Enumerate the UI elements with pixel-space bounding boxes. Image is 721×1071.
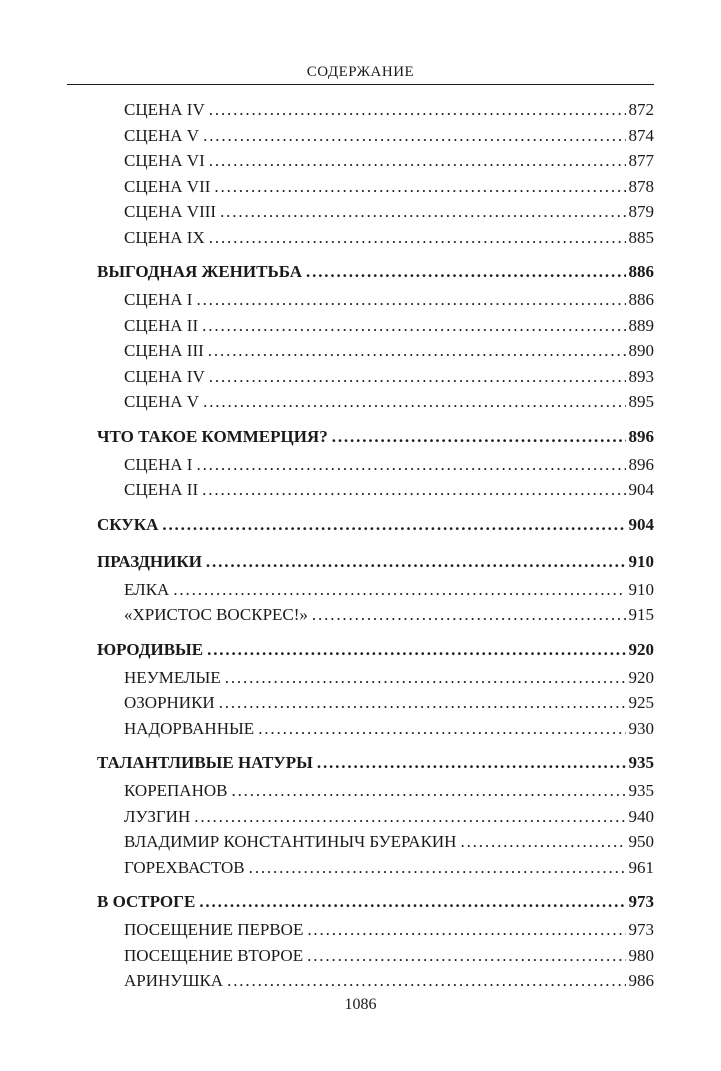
table-of-contents xyxy=(97,97,654,994)
dot-leader xyxy=(231,778,625,804)
toc-entry-page: 935 xyxy=(628,781,654,800)
toc-entry-title: СЦЕНА VII xyxy=(124,176,211,196)
toc-section-entry[interactable] xyxy=(97,546,654,577)
toc-entry-title: ЛУЗГИН xyxy=(124,806,191,826)
toc-entry-title: ВЛАДИМИР КОНСТАНТИНЫЧ БУЕРАКИН xyxy=(124,832,457,851)
toc-subsection-entry[interactable] xyxy=(97,287,654,313)
toc-entry-title: СКУКА xyxy=(97,514,159,534)
toc-entry-title: ЕЛКА xyxy=(124,579,170,599)
toc-entry-page: 973 xyxy=(628,892,654,911)
dot-leader xyxy=(258,716,625,742)
toc-subsection-entry[interactable] xyxy=(97,338,654,364)
toc-entry-title: СЦЕНА VIII xyxy=(124,202,217,221)
toc-entry-title: СЦЕНА I xyxy=(124,454,193,474)
toc-subsection-entry[interactable] xyxy=(97,602,654,628)
dot-leader xyxy=(227,968,625,994)
toc-entry-page: 935 xyxy=(628,753,654,772)
toc-entry-page: 872 xyxy=(628,100,654,119)
dot-leader xyxy=(208,338,626,364)
page-number: 1086 xyxy=(344,996,377,1013)
toc-entry-page: 961 xyxy=(628,857,654,877)
toc-entry-title: КОРЕПАНОВ xyxy=(124,781,228,800)
toc-subsection-entry[interactable] xyxy=(97,225,654,251)
dot-leader xyxy=(219,690,626,716)
toc-entry-title: ЮРОДИВЫЕ xyxy=(97,639,204,659)
toc-entry-page: 920 xyxy=(628,639,654,659)
toc-section-entry[interactable] xyxy=(97,747,654,778)
dot-leader xyxy=(209,364,626,390)
header-rule xyxy=(67,84,654,85)
dot-leader xyxy=(307,943,625,969)
dot-leader xyxy=(306,256,626,287)
toc-entry-title: СЦЕНА II xyxy=(124,480,199,499)
toc-entry-title: ПОСЕЩЕНИЕ ВТОРОЕ xyxy=(124,945,304,965)
toc-section-entry[interactable] xyxy=(97,634,654,665)
toc-subsection-entry[interactable] xyxy=(97,778,654,804)
toc-entry-page: 886 xyxy=(628,262,654,281)
toc-section-entry[interactable] xyxy=(97,509,654,540)
dot-leader xyxy=(196,287,625,313)
running-head: СОДЕРЖАНИЕ xyxy=(306,64,415,80)
toc-subsection-entry[interactable] xyxy=(97,943,654,969)
toc-subsection-entry[interactable] xyxy=(97,690,654,716)
toc-entry-title: ВЫГОДНАЯ ЖЕНИТЬБА xyxy=(97,262,302,281)
toc-section-entry[interactable] xyxy=(97,256,654,287)
toc-subsection-entry[interactable] xyxy=(97,716,654,742)
toc-entry-page: 896 xyxy=(628,454,654,474)
toc-entry-page: 879 xyxy=(628,202,654,221)
dot-leader xyxy=(209,97,626,123)
toc-entry-page: 890 xyxy=(628,341,654,360)
toc-subsection-entry[interactable] xyxy=(97,199,654,225)
toc-entry-page: 920 xyxy=(628,667,654,687)
toc-subsection-entry[interactable] xyxy=(97,389,654,415)
toc-entry-page: 973 xyxy=(628,920,654,939)
toc-entry-page: 893 xyxy=(628,366,654,386)
dot-leader xyxy=(312,602,626,628)
toc-subsection-entry[interactable] xyxy=(97,452,654,478)
toc-section-entry[interactable] xyxy=(97,421,654,452)
dot-leader xyxy=(203,123,625,149)
toc-subsection-entry[interactable] xyxy=(97,968,654,994)
toc-subsection-entry[interactable] xyxy=(97,123,654,149)
dot-leader xyxy=(162,509,625,540)
toc-entry-title: ЧТО ТАКОЕ КОММЕРЦИЯ? xyxy=(97,426,328,446)
toc-entry-title: «ХРИСТОС ВОСКРЕС!» xyxy=(124,605,308,624)
toc-entry-page: 904 xyxy=(628,480,654,499)
toc-entry-page: 896 xyxy=(628,426,654,446)
dot-leader xyxy=(249,855,626,881)
dot-leader xyxy=(307,917,625,943)
toc-entry-page: 915 xyxy=(628,605,654,624)
toc-subsection-entry[interactable] xyxy=(97,364,654,390)
toc-entry-page: 940 xyxy=(628,806,654,826)
toc-entry-page: 910 xyxy=(628,551,654,571)
toc-subsection-entry[interactable] xyxy=(97,665,654,691)
dot-leader xyxy=(317,747,626,778)
toc-subsection-entry[interactable] xyxy=(97,577,654,603)
toc-subsection-entry[interactable] xyxy=(97,148,654,174)
toc-entry-title: НЕУМЕЛЫЕ xyxy=(124,667,221,687)
dot-leader xyxy=(225,665,626,691)
dot-leader xyxy=(460,829,625,855)
toc-entry-title: СЦЕНА II xyxy=(124,315,199,335)
toc-entry-title: ОЗОРНИКИ xyxy=(124,693,215,712)
dot-leader xyxy=(209,148,626,174)
toc-entry-title: СЦЕНА VI xyxy=(124,151,205,170)
toc-entry-title: СЦЕНА IX xyxy=(124,227,205,247)
toc-entry-page: 886 xyxy=(628,290,654,309)
dot-leader xyxy=(206,546,626,577)
toc-entry-title: СЦЕНА IV xyxy=(124,366,205,386)
toc-subsection-entry[interactable] xyxy=(97,804,654,830)
toc-entry-page: 877 xyxy=(628,151,654,170)
dot-leader xyxy=(209,225,626,251)
toc-entry-title: СЦЕНА V xyxy=(124,392,200,411)
toc-entry-page: 874 xyxy=(628,125,654,145)
dot-leader xyxy=(332,421,626,452)
toc-entry-title: ГОРЕХВАСТОВ xyxy=(124,857,245,877)
toc-subsection-entry[interactable] xyxy=(97,97,654,123)
toc-entry-title: СЦЕНА IV xyxy=(124,100,205,119)
toc-subsection-entry[interactable] xyxy=(97,829,654,855)
toc-entry-page: 930 xyxy=(628,718,654,738)
toc-subsection-entry[interactable] xyxy=(97,917,654,943)
toc-entry-title: СЦЕНА III xyxy=(124,341,204,360)
toc-subsection-entry[interactable] xyxy=(97,855,654,881)
toc-subsection-entry[interactable] xyxy=(97,174,654,200)
toc-subsection-entry[interactable] xyxy=(97,313,654,339)
toc-entry-page: 895 xyxy=(628,392,654,411)
dot-leader xyxy=(202,313,625,339)
dot-leader xyxy=(196,452,625,478)
dot-leader xyxy=(203,389,625,415)
toc-entry-page: 878 xyxy=(628,176,654,196)
toc-entry-page: 925 xyxy=(628,693,654,712)
toc-entry-title: ТАЛАНТЛИВЫЕ НАТУРЫ xyxy=(97,753,313,772)
toc-entry-page: 904 xyxy=(628,514,654,534)
dot-leader xyxy=(194,804,625,830)
toc-entry-title: НАДОРВАННЫЕ xyxy=(124,718,255,738)
dot-leader xyxy=(214,174,625,200)
toc-entry-title: СЦЕНА I xyxy=(124,290,193,309)
toc-entry-title: ПРАЗДНИКИ xyxy=(97,551,202,571)
dot-leader xyxy=(173,577,625,603)
dot-leader xyxy=(202,477,625,503)
toc-entry-page: 986 xyxy=(628,971,654,990)
dot-leader xyxy=(220,199,625,225)
dot-leader xyxy=(207,634,625,665)
toc-entry-page: 980 xyxy=(628,945,654,965)
toc-entry-title: СЦЕНА V xyxy=(124,125,200,145)
toc-section-entry[interactable] xyxy=(97,886,654,917)
dot-leader xyxy=(199,886,625,917)
toc-subsection-entry[interactable] xyxy=(97,477,654,503)
toc-entry-page: 885 xyxy=(628,227,654,247)
toc-entry-page: 889 xyxy=(628,315,654,335)
toc-entry-title: АРИНУШКА xyxy=(124,971,224,990)
toc-entry-page: 910 xyxy=(628,579,654,599)
toc-entry-title: В ОСТРОГЕ xyxy=(97,892,196,911)
toc-entry-page: 950 xyxy=(628,832,654,851)
toc-entry-title: ПОСЕЩЕНИЕ ПЕРВОЕ xyxy=(124,920,304,939)
